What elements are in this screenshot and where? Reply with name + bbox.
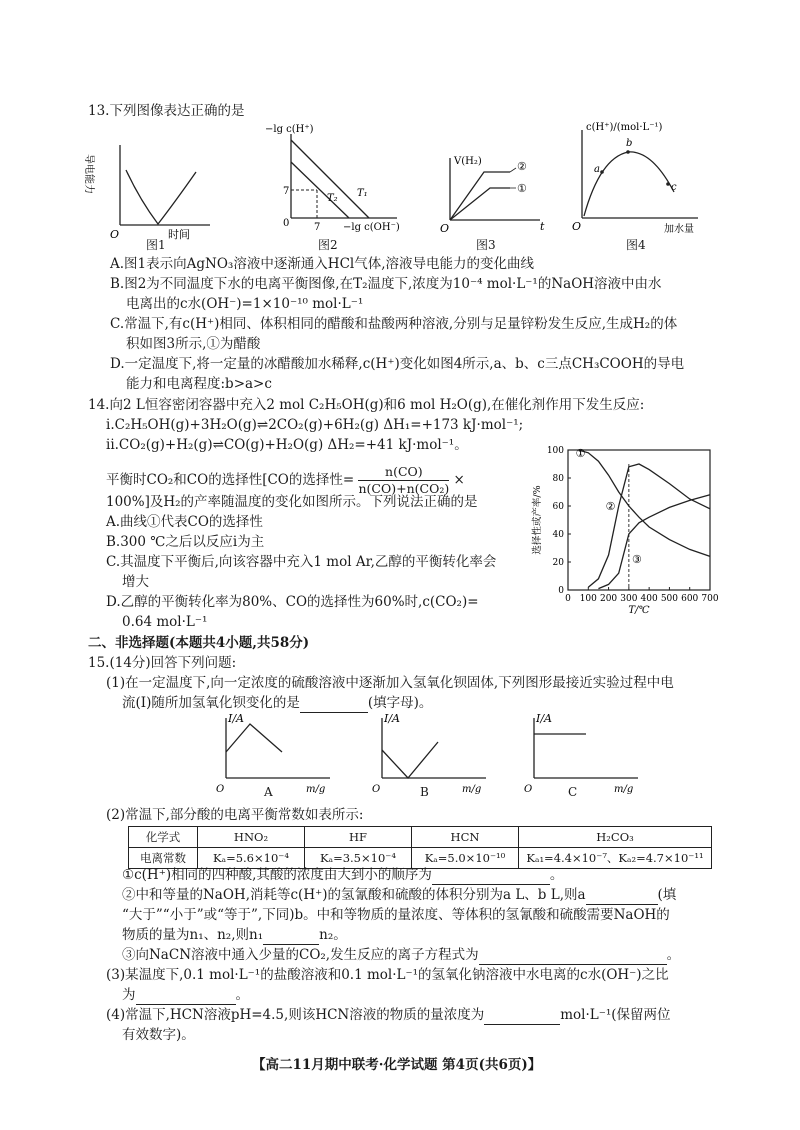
figure-3 (440, 150, 550, 235)
table-header-cell: H₂CO₃ (519, 827, 712, 848)
q15-p4-text: (4)常温下,HCN溶液pH=4.5,则该HCN溶液的物质的量浓度为 (106, 1007, 485, 1023)
table-cell: Kₐ=5.6×10⁻⁴ (198, 848, 305, 869)
q15-s3-text: ③向NaCN溶液中通入少量的CO₂,发生反应的离子方程式为 (122, 947, 479, 963)
x-tick-label: 200 (599, 594, 618, 604)
table-header-cell: HNO₂ (198, 827, 305, 848)
q15-p3-line1: (3)某温度下,0.1 mol·L⁻¹的盐酸溶液和0.1 mol·L⁻¹的氢氧化钠溶液中水电离的c水(OH⁻)之比 (106, 967, 669, 983)
x-tick-label: 500 (660, 594, 679, 604)
q14-option-c: C.其温度下平衡后,向该容器中充入1 mol Ar,乙醇的平衡转化率会 (106, 554, 497, 570)
q15-p4-line2: 有效数字)。 (122, 1027, 195, 1043)
graph-a-origin: O (216, 784, 225, 795)
table-cell: Kₐ₁=4.4×10⁻⁷、Kₐ₂=4.7×10⁻¹¹ (519, 848, 712, 869)
x-tick-label: 700 (701, 594, 719, 604)
q15-s1 (122, 866, 563, 885)
table-header-cell: HCN (412, 827, 519, 848)
y-tick-label: 20 (552, 558, 564, 568)
table-cell: Kₐ=5.0×10⁻¹⁰ (412, 848, 519, 869)
graph-a-ylabel: I/A (228, 712, 244, 725)
fig3-caption: 图3 (476, 238, 496, 252)
x-tick-label: 0 (565, 594, 571, 604)
fig2-tick-y: 7 (283, 186, 290, 197)
q14-option-a: A.曲线①代表CO的选择性 (106, 514, 263, 530)
q15-p1-line2 (122, 694, 432, 713)
y-tick-label: 80 (552, 474, 564, 484)
fig2-caption: 图2 (318, 238, 338, 252)
series-label-3: ③ (632, 553, 642, 567)
fig3-marker-2: ② (517, 160, 527, 173)
q15-s2-hint: (填 (657, 887, 677, 903)
series-line-1 (578, 450, 710, 556)
ionization-constant-table (128, 826, 712, 869)
q15-s2-line3-text: 物质的量为n₁、n₂,则n₁ (122, 927, 264, 943)
x-tick-label: 400 (640, 594, 658, 604)
graph-c-xlabel: m/g (614, 784, 634, 795)
series-label-1: ① (575, 446, 586, 460)
q15-p1-hint: (填字母)。 (367, 695, 433, 711)
y-tick-label: 0 (558, 586, 564, 596)
series-label-2: ② (605, 500, 616, 513)
graph-b-ylabel: I/A (384, 712, 400, 725)
q15-s3 (122, 946, 680, 965)
fig2-xlabel: −lg c(OH⁻) (343, 222, 400, 233)
graph-a-xlabel: m/g (306, 784, 326, 795)
q15-s2-line3 (122, 926, 347, 945)
fig3-xlabel: t (540, 220, 545, 233)
q13-option-c-cont: 积如图3所示,①为醋酸 (126, 336, 261, 352)
table-header-cell: HF (305, 827, 412, 848)
q15-p1-text: 流(I)随所加氢氧化钡变化的是 (122, 695, 300, 711)
graph-b-origin: O (372, 784, 381, 795)
table-header-cell: 化学式 (129, 827, 198, 848)
q13-option-a: A.图1表示向AgNO₃溶液中逐渐通入HCl气体,溶液导电能力的变化曲线 (110, 256, 535, 272)
fig4-point-c: c (671, 182, 677, 193)
q15-graph-c (520, 712, 650, 804)
graph-a-label: A (264, 785, 273, 799)
fig2-t1: T₁ (357, 188, 368, 199)
fig3-origin: O (440, 222, 450, 235)
q15-p1-line1: (1)在一定温度下,向一定浓度的硫酸溶液中逐渐加入氢氧化钡固体,下列图形最接近实验过程中电 (106, 675, 674, 691)
graph-b-label: B (420, 785, 429, 799)
table-header-row (129, 827, 712, 848)
q14-frac-den: n(CO)+n(CO₂) (358, 481, 450, 496)
q14-option-b: B.300 ℃之后以反应i为主 (106, 534, 265, 550)
answer-blank (263, 926, 319, 945)
y-tick-label: 40 (552, 530, 564, 540)
q13-option-d: D.一定温度下,将一定量的冰醋酸加水稀释,c(H⁺)变化如图4所示,a、b、c三点CH₃COOH的导电 (110, 356, 685, 372)
fig4-origin: O (572, 220, 582, 233)
answer-blank (479, 946, 667, 965)
y-tick-label: 100 (546, 446, 564, 456)
q13-option-c: C.常温下,有c(H⁺)相同、体积相同的醋酸和盐酸两种溶液,分别与足量锌粉发生反应,生成H₂的体 (110, 316, 678, 332)
fig4-xlabel: 加水量 (664, 224, 694, 235)
q15-s2 (122, 886, 676, 905)
x-tick-label: 300 (620, 594, 638, 604)
q13-option-b: B.图2为不同温度下水的电离平衡图像,在T₂温度下,浓度为10⁻⁴ mol·L⁻¹的NaOH溶液中由水 (110, 276, 662, 292)
q14-frac-num: n(CO) (358, 464, 449, 481)
q15-graph-a (212, 712, 342, 804)
q15-s2-line2: “大于”“小于”或“等于”,下同)b。中和等物质的量浓度、等体积的氢氰酸和硫酸需要NaOH的 (122, 907, 670, 923)
q15-p3-text: 为 (122, 987, 136, 1003)
figure-1 (83, 140, 220, 250)
q13-option-d-cont: 能力和电离程度:b>a>c (126, 376, 272, 392)
q15-s1-end: 。 (549, 867, 564, 883)
x-tick-label: 100 (579, 594, 597, 604)
y-tick-label: 60 (552, 502, 564, 512)
graph-b-xlabel: m/g (462, 784, 482, 795)
fig1-ylabel: 导电能力 (83, 154, 94, 194)
q15-s2-line3-end: n₂。 (319, 927, 347, 943)
y-axis-label: 选择性或产率/% (532, 485, 543, 555)
fig4-caption: 图4 (626, 238, 646, 252)
q15-graph-b (368, 712, 498, 804)
fig1-origin: O (110, 228, 120, 241)
q14-sel-suffix: × (453, 472, 465, 488)
answer-blank (300, 694, 368, 713)
q14-sel-prefix: 平衡时CO₂和CO的选择性[CO的选择性= (106, 472, 355, 488)
q14-reaction-1: i.C₂H₅OH(g)+3H₂O(g)⇌2CO₂(g)+6H₂(g) ΔH₁=+173 kJ·mol⁻¹; (106, 417, 524, 433)
table-cell: Kₐ=3.5×10⁻⁴ (305, 848, 412, 869)
fig2-tick-x: 7 (314, 222, 321, 233)
answer-blank (586, 886, 658, 905)
fig4-ylabel: c(H⁺)/(mol·L⁻¹) (586, 122, 663, 133)
x-tick-label: 600 (681, 594, 699, 604)
q15-title: 15.(14分)回答下列问题: (88, 655, 237, 671)
q13-stem: 13.下列图像表达正确的是 (88, 103, 245, 119)
graph-c-ylabel: I/A (536, 712, 552, 725)
section-heading: 二、非选择题(本题共4小题,共58分) (88, 635, 310, 651)
fig4-point-b: b (626, 138, 633, 149)
x-axis-label: T/℃ (628, 605, 650, 616)
q15-p4-unit: mol·L⁻¹(保留两位 (560, 1007, 671, 1023)
q14-stem: 14.向2 L恒容密闭容器中充入2 mol C₂H₅OH(g)和6 mol H₂O(g),在催化剂作用下发生反应: (88, 397, 645, 413)
q15-p4 (106, 1006, 671, 1025)
q15-p3-end: 。 (235, 987, 249, 1003)
answer-blank (484, 1006, 560, 1025)
q14-text: 100%]及H₂的产率随温度的变化如图所示。下列说法正确的是 (106, 494, 478, 510)
q14-option-d-cont: 0.64 mol·L⁻¹ (122, 614, 208, 630)
q14-chart (528, 440, 718, 615)
graph-c-label: C (568, 785, 578, 799)
fig3-marker-1: ① (517, 182, 527, 195)
figure-4 (570, 120, 710, 235)
fig3-ylabel: V(H₂) (454, 156, 482, 167)
q15-s1-text: ①c(H⁺)相同的四种酸,其酸的浓度由大到小的顺序为 (122, 867, 432, 883)
answer-blank (136, 986, 236, 1005)
plot-frame (568, 450, 710, 590)
fig4-point-a: a (594, 164, 600, 175)
q13-option-b-cont: 电离出的c水(OH⁻)=1×10⁻¹⁰ mol·L⁻¹ (126, 296, 364, 312)
fig1-xlabel: 时间 (168, 228, 190, 241)
q14-reaction-2: ii.CO₂(g)+H₂(g)⇌CO(g)+H₂O(g) ΔH₂=+41 kJ·mol⁻¹。 (106, 437, 468, 453)
q15-s2-text: ②中和等量的NaOH,消耗等c(H⁺)的氢氰酸和硫酸的体积分别为a L、b L,则a (122, 887, 586, 903)
series-line-2 (588, 464, 710, 587)
q15-s3-end: 。 (666, 947, 681, 963)
graph-c-origin: O (524, 784, 533, 795)
q14-option-d: D.乙醇的平衡转化率为80%、CO的选择性为60%时,c(CO₂)= (106, 594, 479, 610)
fig2-origin: 0 (283, 218, 290, 229)
fig1-caption: 图1 (146, 238, 166, 252)
q14-option-c-cont: 增大 (122, 574, 149, 590)
q15-p3-line2 (122, 986, 249, 1005)
table-cell: 电离常数 (129, 848, 198, 869)
fig2-t2: T₂ (327, 193, 338, 204)
figure-2 (265, 122, 405, 237)
page-footer: 【高二11月期中联考·化学试题 第4页(共6页)】 (252, 1057, 542, 1073)
answer-blank (432, 866, 550, 885)
fig2-ylabel: −lg c(H⁺) (265, 124, 314, 135)
q15-p2-intro: (2)常温下,部分酸的电离平衡常数如表所示: (106, 807, 364, 823)
